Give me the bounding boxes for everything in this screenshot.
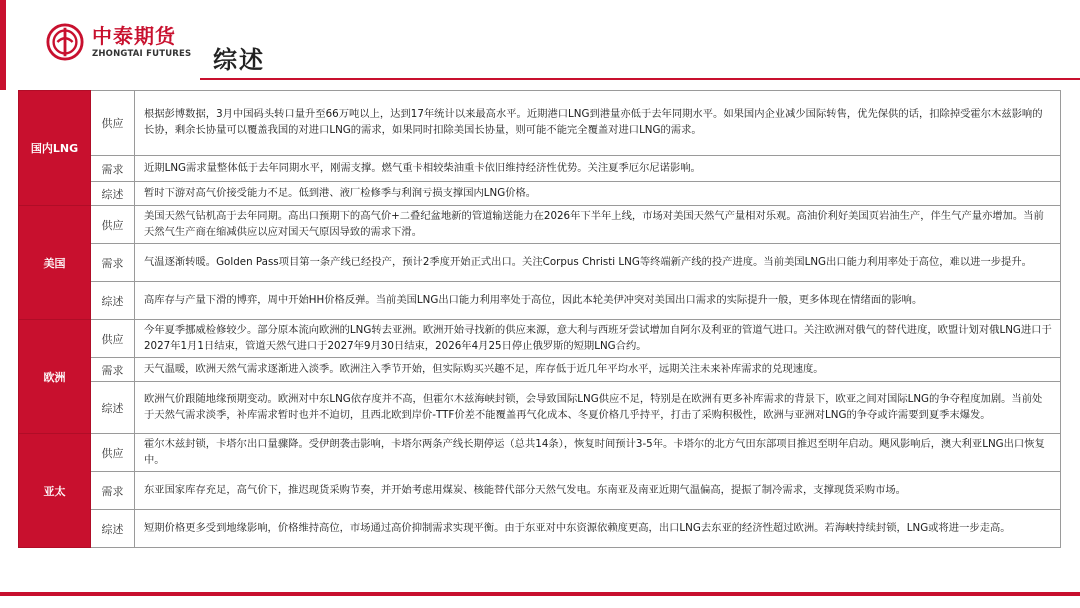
table-row bbox=[19, 156, 1061, 182]
summary-table bbox=[18, 90, 1061, 548]
content-cell: 近期LNG需求量整体低于去年同期水平，刚需支撑。燃气重卡相较柴油重卡依旧维持经济性优势。关注夏季厄尔尼诺影响。 bbox=[135, 156, 1061, 182]
content-cell: 气温逐渐转暖。Golden Pass项目第一条产线已经投产，预计2季度开始正式出口。关注Corpus Christi LNG等终端新产线的投产进度。当前美国LNG出口能力利用率处于高位，难以进一步提升。 bbox=[135, 244, 1061, 282]
aspect-cell: 供应 bbox=[91, 206, 135, 244]
aspect-cell: 供应 bbox=[91, 91, 135, 156]
table-row bbox=[19, 510, 1061, 548]
table-row bbox=[19, 91, 1061, 156]
aspect-cell: 综述 bbox=[91, 182, 135, 206]
table-row bbox=[19, 382, 1061, 434]
content-cell: 天气温暖，欧洲天然气需求逐渐进入淡季。欧洲注入季节开始，但实际购买兴趣不足，库存低于近几年平均水平，远期关注未来补库需求的兑现速度。 bbox=[135, 358, 1061, 382]
table-row bbox=[19, 472, 1061, 510]
logo-text-cn: 中泰期货 bbox=[92, 23, 176, 48]
aspect-cell: 供应 bbox=[91, 320, 135, 358]
page-title: 综述 bbox=[213, 46, 265, 74]
aspect-cell: 综述 bbox=[91, 510, 135, 548]
aspect-cell: 综述 bbox=[91, 282, 135, 320]
content-cell: 根据彭博数据，3月中国码头转口量升至66万吨以上，达到17年统计以来最高水平。近期港口LNG到港量亦低于去年同期水平。如果国内企业减少国际转售，优先保供的话，扣除掉受霍尔木兹影响的长协，剩余长协量可以覆盖我国的对进口LNG的需求，如果同时扣除美国长协量，则可能不能完全覆盖对进口LNG的需求。 bbox=[135, 91, 1061, 156]
content-cell: 高库存与产量下滑的博弈，周中开始HH价格反弹。当前美国LNG出口能力利用率处于高位，因此本轮美伊冲突对美国出口需求的实际提升一般，更多体现在情绪面的影响。 bbox=[135, 282, 1061, 320]
aspect-cell: 综述 bbox=[91, 382, 135, 434]
table-row bbox=[19, 282, 1061, 320]
content-cell: 霍尔木兹封锁，卡塔尔出口量骤降。受伊朗袭击影响，卡塔尔两条产线长期停运（总共14条），恢复时间预计3-5年。卡塔尔的北方气田东部项目推迟至明年启动。飓风影响后，澳大利亚LNG出口恢复中。 bbox=[135, 434, 1061, 472]
table-row bbox=[19, 320, 1061, 358]
header-divider bbox=[200, 78, 1080, 80]
footer-divider bbox=[0, 592, 1080, 596]
content-cell: 美国天然气钻机高于去年同期。高出口预期下的高气价+二叠纪盆地新的管道输送能力在2026年下半年上线，市场对美国天然气产量相对乐观。高油价利好美国页岩油生产，伴生气产量亦增加。当前天然气生产商在缩减供应以应对国天气原因导致的需求下滑。 bbox=[135, 206, 1061, 244]
content-cell: 欧洲气价跟随地缘预期变动。欧洲对中东LNG依存度并不高，但霍尔木兹海峡封锁，会导致国际LNG供应不足，特别是在欧洲有更多补库需求的背景下，欧亚之间对国际LNG的争夺程度加剧。当前处于天然气需求淡季，补库需求暂时也并不迫切，且西北欧到岸价-TTF价差不能覆盖再气化成本、冬夏价格几乎持平，打击了采购积极性，欧洲与亚洲对LNG的争夺或许需要到夏季末爆发。 bbox=[135, 382, 1061, 434]
table-row bbox=[19, 244, 1061, 282]
logo-text-en: ZHONGTAI FUTURES bbox=[92, 48, 192, 59]
region-cell: 欧洲 bbox=[19, 320, 91, 434]
table-row bbox=[19, 182, 1061, 206]
zhongtai-logo-icon bbox=[46, 23, 84, 61]
aspect-cell: 需求 bbox=[91, 244, 135, 282]
region-cell: 亚太 bbox=[19, 434, 91, 548]
aspect-cell: 供应 bbox=[91, 434, 135, 472]
table-row bbox=[19, 358, 1061, 382]
content-cell: 暂时下游对高气价接受能力不足。低到港、液厂检修季与利润亏损支撑国内LNG价格。 bbox=[135, 182, 1061, 206]
content-cell: 短期价格更多受到地缘影响，价格维持高位，市场通过高价抑制需求实现平衡。由于东亚对中东资源依赖度更高，出口LNG去东亚的经济性超过欧洲。若海峡持续封锁，LNG或将进一步走高。 bbox=[135, 510, 1061, 548]
aspect-cell: 需求 bbox=[91, 156, 135, 182]
aspect-cell: 需求 bbox=[91, 472, 135, 510]
content-cell: 东亚国家库存充足，高气价下，推迟现货采购节奏，并开始考虑用煤炭、核能替代部分天然气发电。东南亚及南亚近期气温偏高，提振了制冷需求，支撑现货采购市场。 bbox=[135, 472, 1061, 510]
aspect-cell: 需求 bbox=[91, 358, 135, 382]
left-accent-bar bbox=[0, 0, 6, 90]
content-cell: 今年夏季挪威检修较少。部分原本流向欧洲的LNG转去亚洲。欧洲开始寻找新的供应来源，意大利与西班牙尝试增加自阿尔及利亚的管道气进口。关注欧洲对俄气的替代进度，欧盟计划对俄LNG进口于2027年1月1日结束，管道天然气进口于2027年9月30日结束，2026年4月25日停止俄罗斯的短期LNG合约。 bbox=[135, 320, 1061, 358]
region-cell: 国内LNG bbox=[19, 91, 91, 206]
region-cell: 美国 bbox=[19, 206, 91, 320]
table-row bbox=[19, 206, 1061, 244]
table-row bbox=[19, 434, 1061, 472]
